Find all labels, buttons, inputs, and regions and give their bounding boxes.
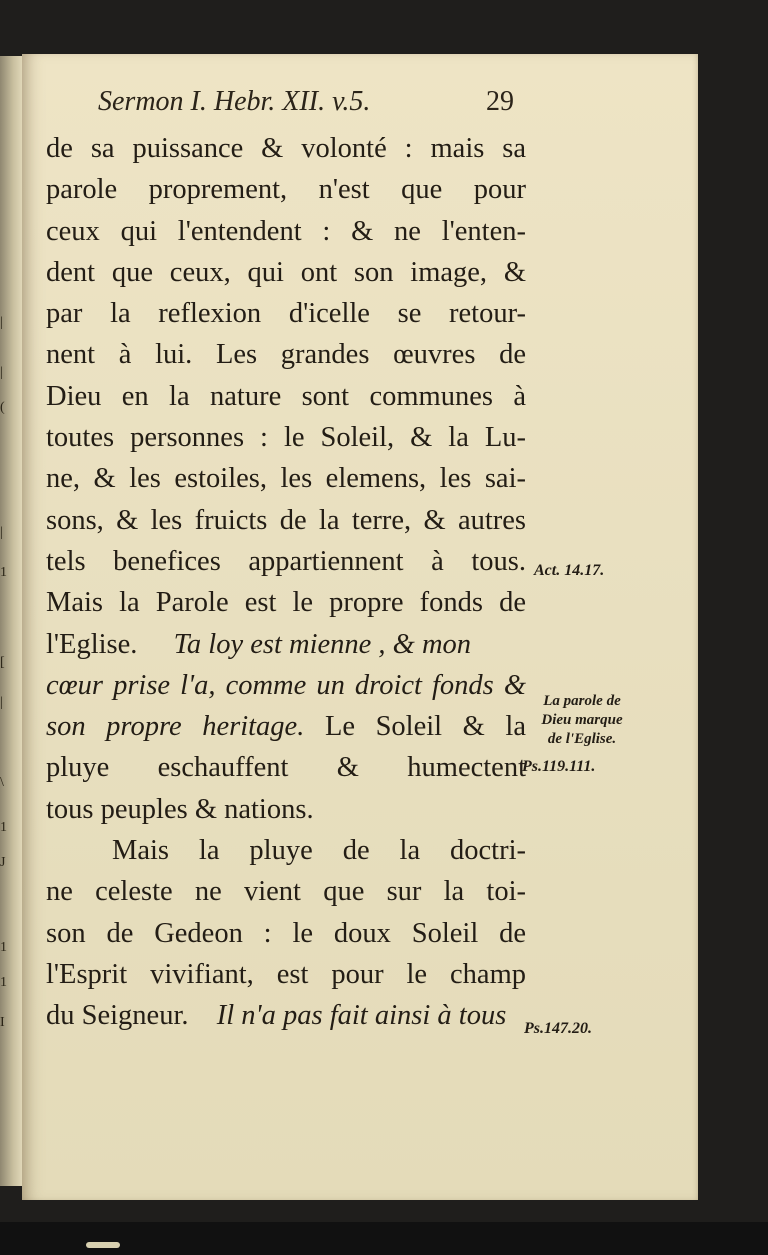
edge-mark: I — [0, 1015, 5, 1030]
edge-mark: \ — [0, 775, 4, 790]
bottom-speck — [86, 1242, 120, 1248]
margin-note — [532, 692, 632, 749]
edge-mark: 1 — [0, 975, 7, 990]
edge-mark: 1 — [0, 940, 7, 955]
running-title: Sermon I. Hebr. XII. v.5. — [98, 86, 371, 117]
running-header — [98, 86, 518, 126]
text-italic: Il n'a pas fait ainsi à tous — [216, 1000, 507, 1032]
margin-reference: Ps.119.111. — [522, 758, 596, 775]
text-line: son de Gedeon : le doux Soleil de — [46, 917, 526, 949]
edge-mark: | — [0, 695, 3, 710]
body-text — [46, 128, 526, 1037]
text-roman: l'Eglise. — [46, 628, 138, 660]
edge-mark: 1 — [0, 565, 7, 580]
text-line: tous peuples & nations. — [46, 793, 314, 825]
text-line: parole proprement, n'est que pour — [46, 174, 526, 206]
text-line: toutes personnes : le Soleil, & la Lu- — [46, 422, 526, 454]
edge-mark: ( — [0, 400, 5, 415]
text-line: ceux qui l'entendent : & ne l'enten- — [46, 215, 526, 247]
text-italic: son propre heritage. — [46, 711, 305, 743]
text-line-mixed — [46, 624, 526, 665]
text-line: l'Esprit vivifiant, est pour le champ — [46, 958, 526, 990]
text-line: dent que ceux, qui ont son image, & — [46, 256, 526, 288]
text-roman: Le Soleil & la — [324, 711, 526, 743]
text-line-mixed — [46, 706, 526, 747]
margin-reference: Ps.147.20. — [524, 1020, 592, 1037]
bottom-edge — [0, 1222, 768, 1255]
margin-note-line: de l'Eglise. — [547, 731, 617, 747]
margin-reference: Act. 14.17. — [534, 562, 605, 579]
edge-mark: J — [0, 855, 6, 870]
text-line: ne celeste ne vient que sur la toi- — [46, 876, 526, 908]
margin-note-line: La parole de — [543, 693, 621, 709]
previous-page-edge — [0, 56, 22, 1186]
text-line: de sa puissance & volonté : mais sa — [46, 133, 526, 164]
text-line: ne, & les estoiles, les elemens, les sai- — [46, 463, 526, 495]
text-line-italic: cœur prise l'a, comme un droict fonds & — [46, 669, 526, 701]
edge-mark: [ — [0, 655, 5, 670]
text-line-mixed — [46, 995, 526, 1036]
text-line: nent à lui. Les grandes œuvres de — [46, 339, 526, 371]
text-line: par la reflexion d'icelle se retour- — [46, 298, 526, 330]
text-line: Mais la Parole est le propre fonds de — [46, 587, 526, 619]
text-line: sons, & les fruicts de la terre, & autres — [46, 504, 526, 536]
text-italic: Ta loy est mienne , & mon — [173, 628, 472, 660]
text-line: Mais la pluye de la doctri- — [112, 835, 526, 867]
edge-mark: | — [0, 365, 3, 380]
edge-mark: | — [0, 525, 3, 540]
margin-note-line: Dieu marque — [541, 712, 623, 728]
text-line: pluye eschauffent & humectent — [46, 752, 526, 784]
edge-mark: 1 — [0, 820, 7, 835]
text-roman: du Seigneur. — [46, 1000, 189, 1032]
text-line: Dieu en la nature sont communes à — [46, 380, 526, 412]
page-number: 29 — [486, 86, 514, 117]
edge-mark: | — [0, 315, 3, 330]
text-line: tels benefices appartiennent à tous. — [46, 545, 526, 577]
